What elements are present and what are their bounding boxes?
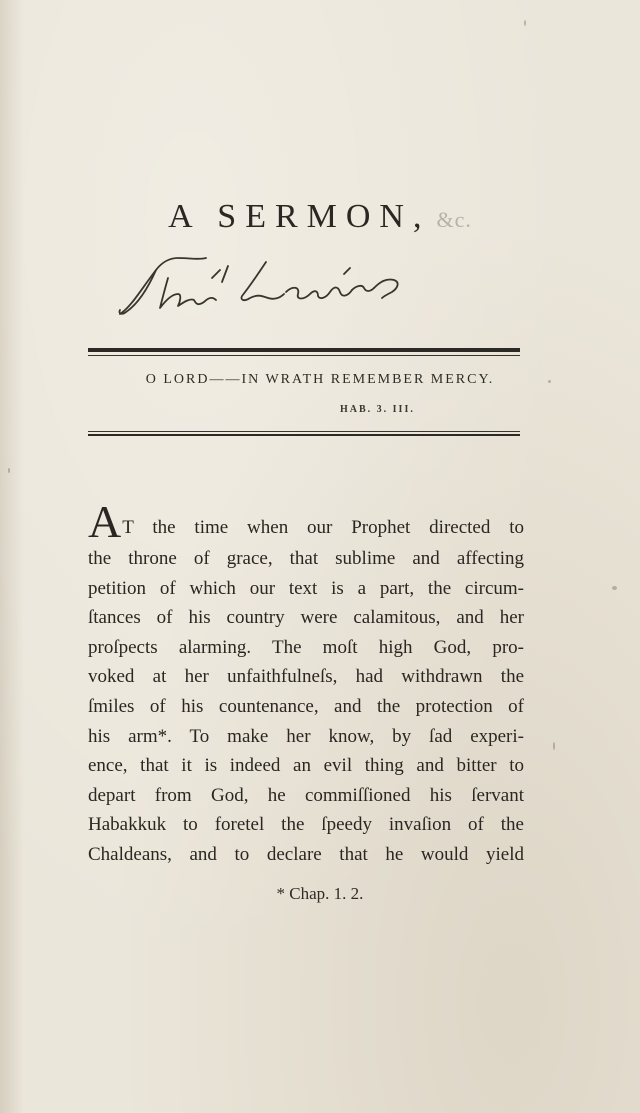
sermon-body <box>88 496 524 870</box>
bottom-rule <box>88 428 520 436</box>
body-line: voked at her unfaithfulneſs, had withdrawn the <box>88 666 524 688</box>
title-suffix: &c. <box>436 207 472 232</box>
body-line <box>88 496 524 547</box>
handwritten-signature <box>112 248 412 328</box>
body-line-text: T the time when our Prophet directed to <box>122 517 524 538</box>
top-rule <box>88 348 520 356</box>
body-line: proſpects alarming. The moſt high God, pro- <box>88 636 524 658</box>
body-line: Chaldeans, and to declare that he would yield <box>88 843 524 865</box>
paper-speck <box>524 20 526 26</box>
body-line: his arm*. To make her know, by ſad experi- <box>88 725 524 747</box>
body-line: petition of which our text is a part, the circum- <box>88 577 524 599</box>
body-line: the throne of grace, that sublime and affecting <box>88 548 524 569</box>
scripture-citation: HAB. 3. III. <box>340 404 415 415</box>
paper-speck <box>8 468 10 473</box>
body-line: Habakkuk to foretel the ſpeedy invaſion of the <box>88 814 524 836</box>
body-line: ſtances of his country were calamitous, and her <box>88 607 524 629</box>
page-title: A SERMON, <box>168 198 431 235</box>
body-line: ence, that it is indeed an evil thing and bitter to <box>88 755 524 777</box>
body-line: ſmiles of his countenance, and the protection of <box>88 695 524 717</box>
footnote: * Chap. 1. 2. <box>276 884 364 903</box>
title-row <box>0 198 640 236</box>
paper-speck <box>612 586 617 590</box>
body-line: depart from God, he commiſſioned his ſervant <box>88 784 524 806</box>
drop-cap: A <box>88 496 122 547</box>
paper-speck <box>553 742 555 750</box>
invocation-text: O LORD——IN WRATH REMEMBER MERCY. <box>145 372 495 387</box>
paper-speck <box>548 380 551 383</box>
